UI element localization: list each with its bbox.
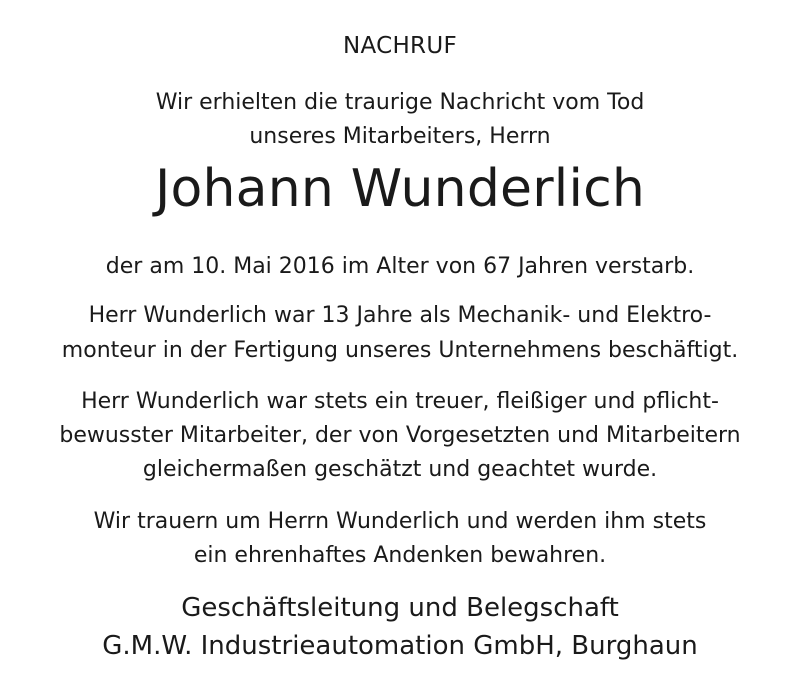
employment-line-2: monteur in der Fertigung unseres Unternehmens beschäftigt. xyxy=(61,338,739,363)
tribute-line-2: bewusster Mitarbeiter, der von Vorgesetzten und Mitarbeitern xyxy=(59,423,741,448)
tribute-line-1: Herr Wunderlich war stets ein treuer, fleißiger und pflicht- xyxy=(81,389,719,414)
signature-line-2: G.M.W. Industrieautomation GmbH, Burghaun xyxy=(102,631,698,661)
tribute-line-3: gleichermaßen geschätzt und geachtet wurde. xyxy=(142,457,658,482)
intro-line-1: Wir erhielten die traurige Nachricht vom Tod xyxy=(155,90,645,115)
deceased-name: Johann Wunderlich xyxy=(154,159,646,219)
mourning-line-2: ein ehrenhaftes Andenken bewahren. xyxy=(193,543,607,568)
employment-line-1: Herr Wunderlich war 13 Jahre als Mechanik- und Elektro- xyxy=(88,303,712,328)
signature-line-1: Geschäftsleitung und Belegschaft xyxy=(181,593,619,623)
intro-line-2: unseres Mitarbeiters, Herrn xyxy=(249,124,551,149)
mourning-line-1: Wir trauern um Herrn Wunderlich und werden ihm stets xyxy=(93,509,707,534)
death-date-line: der am 10. Mai 2016 im Alter von 67 Jahren verstarb. xyxy=(105,254,695,279)
notice-heading: NACHRUF xyxy=(342,33,458,59)
